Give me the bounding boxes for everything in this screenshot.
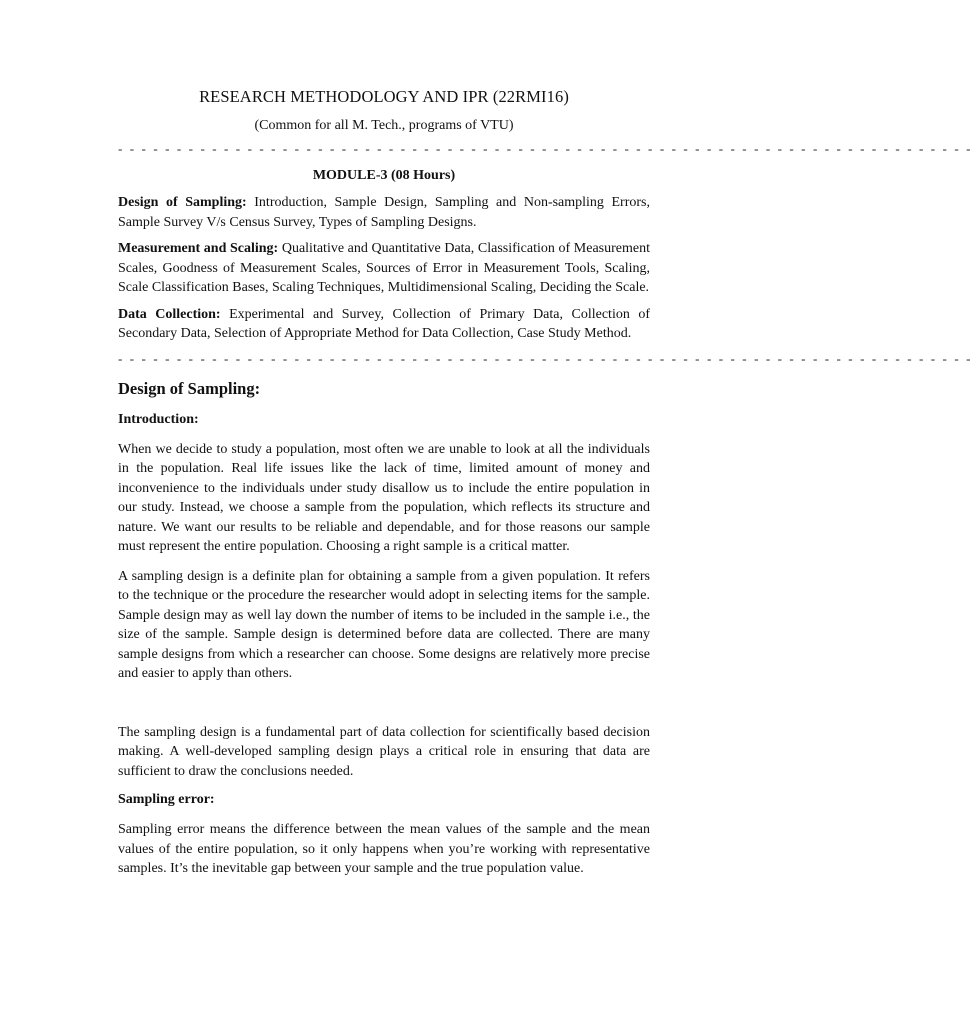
intro-paragraph-3: The sampling design is a fundamental part of data collection for scientifically based decision making. A well-developed sampling design plays a critical role in ensuring that data are sufficient to draw the conclusions needed. <box>118 724 650 779</box>
syllabus-item-data-collection <box>118 305 650 344</box>
syllabus-label: Design of Sampling: <box>118 195 247 210</box>
module-heading: MODULE-3 (08 Hours) <box>312 168 456 183</box>
section-title: Design of Sampling: <box>118 378 261 398</box>
intro-paragraph-2: A sampling design is a definite plan for obtaining a sample from a given population. It refers to the technique or the procedure the researcher would adopt in selecting items for the sample. Sample design may as well lay down the number of items to be included in the sample i.e., the size of the sample. Sample design is determined before data are collected. There are many sample designs from which a researcher can choose. Some designs are relatively more precise and easier to apply than others. <box>118 568 650 681</box>
introduction-heading: Introduction: <box>118 411 199 427</box>
syllabus-item-measurement-and-scaling <box>118 239 650 298</box>
syllabus-label: Data Collection: <box>118 306 221 322</box>
syllabus-text: Qualitative and Quantitative Data, Classification of Measurement Scales, Goodness of Measurement Scales, Sources of Error in Measurement Tools, Scaling, Scale Classification Bases, Scaling Techniques, Multidimensional Scaling, Deciding the Scale. <box>118 241 650 295</box>
syllabus-item-design-of-sampling <box>118 193 650 232</box>
document-title: RESEARCH METHODOLOGY AND IPR (22RMI16) <box>199 87 569 106</box>
syllabus-label: Measurement and Scaling: <box>118 241 279 256</box>
syllabus-text: Experimental and Survey, Collection of Primary Data, Collection of Secondary Data, Selection of Appropriate Method for Data Collection, Case Study Method. <box>118 306 650 341</box>
sampling-error-heading: Sampling error: <box>118 792 215 807</box>
document-subtitle: (Common for all M. Tech., programs of VTU) <box>254 118 514 133</box>
syllabus-text: Introduction, Sample Design, Sampling and Non-sampling Errors, Sample Survey V/s Census Survey, Types of Sampling Designs. <box>118 195 650 230</box>
intro-paragraph-1: When we decide to study a population, most often we are unable to look at all the individuals in the population. Real life issues like the lack of time, limited amount of money and inconvenience to the individuals under study disallow us to include the entire population in our study. Instead, we choose a sample from the population, which reflects its structure and nature. We want our results to be reliable and dependable, and for those reasons our sample must represent the entire population. Choosing a right sample is a critical matter. <box>118 441 650 554</box>
top-divider: - - - - - - - - - - - - - - - - - - - - - - - - - - - - - - - - - - - - - - - - - - - - - - - - - - - - - - - - - - - - - - - - - - - - - - - - - <box>118 141 973 156</box>
sampling-error-paragraph: Sampling error means the difference between the mean values of the sample and the mean values of the entire population, so it only happens when you’re working with representative samples. It’s the inevitable gap between your sample and the true population value. <box>118 822 650 876</box>
bottom-divider: - - - - - - - - - - - - - - - - - - - - - - - - - - - - - - - - - - - - - - - - - - - - - - - - - - - - - - - - - - - - - - - - - - - - - - - - - <box>118 350 973 366</box>
